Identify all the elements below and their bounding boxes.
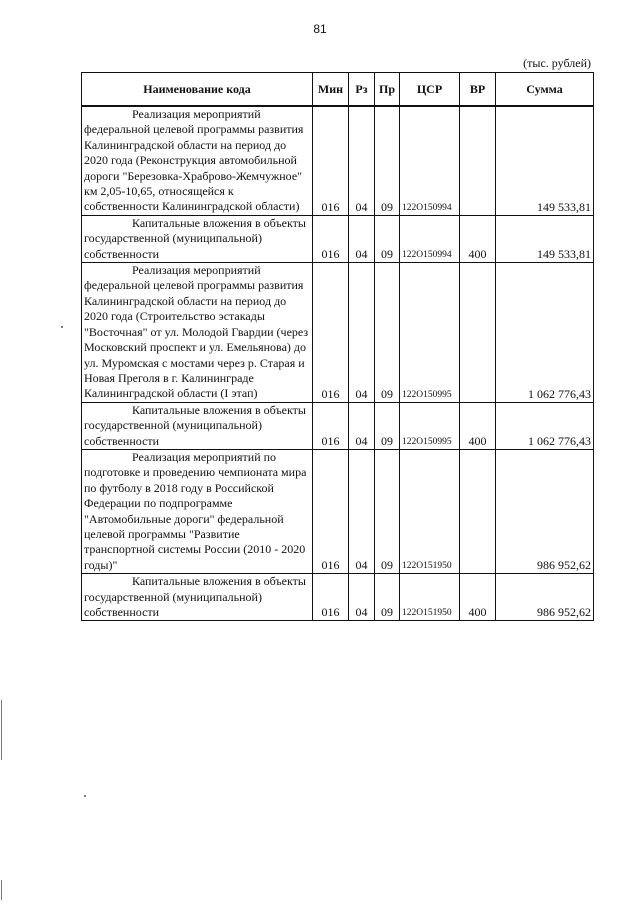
row-sum-cell: 1 062 776,43 xyxy=(496,263,594,403)
table-row xyxy=(82,402,594,449)
units-note: (тыс. рублей) xyxy=(523,56,591,70)
header-row xyxy=(82,73,594,107)
row-min-cell: 016 xyxy=(313,106,349,215)
row-name-cell xyxy=(82,402,313,449)
row-pr-cell: 09 xyxy=(375,106,400,215)
row-sum-cell: 986 952,62 xyxy=(496,574,594,621)
header-rz: Рз xyxy=(349,73,375,107)
row-vr-cell: 400 xyxy=(460,215,496,262)
row-pr-cell: 09 xyxy=(375,263,400,403)
scan-speck xyxy=(61,326,63,328)
scan-edge-mark xyxy=(1,700,2,760)
row-name-cell xyxy=(82,574,313,621)
header-pr: Пр xyxy=(375,73,400,107)
row-name-text: Капитальные вложения в объекты государственной (муниципальной) собственности xyxy=(84,215,306,261)
row-pr-cell: 09 xyxy=(375,449,400,573)
row-pr-cell: 09 xyxy=(375,402,400,449)
row-rz-cell: 04 xyxy=(349,106,375,215)
row-csr-cell: 122O151950 xyxy=(400,574,460,621)
row-vr-cell: 400 xyxy=(460,574,496,621)
table-header xyxy=(82,73,594,107)
row-pr-cell: 09 xyxy=(375,215,400,262)
row-rz-cell: 04 xyxy=(349,449,375,573)
row-csr-cell: 122O150995 xyxy=(400,263,460,403)
row-csr-cell: 122O151950 xyxy=(400,449,460,573)
row-csr-cell: 122O150994 xyxy=(400,215,460,262)
row-name-text: Реализация мероприятий федеральной целевой программы развития Калининградской области на период до 2020 года (Строительство эстакады "Восточная" от ул. Молодой Гвардии (через Московский проспект и ул. Емельянова) до ул. Муромская с мостами через р. Старая и Новая Преголя в г. Калининграде Калининградской области (I этап) xyxy=(84,263,309,401)
row-rz-cell: 04 xyxy=(349,263,375,403)
header-sum: Сумма xyxy=(496,73,594,107)
row-sum-cell: 1 062 776,43 xyxy=(496,402,594,449)
row-rz-cell: 04 xyxy=(349,402,375,449)
page-number: 81 xyxy=(313,22,327,36)
row-min-cell: 016 xyxy=(313,402,349,449)
header-name: Наименование кода xyxy=(82,73,313,107)
row-name-text: Реализация мероприятий по подготовке и проведению чемпионата мира по футболу в 2018 году в Российской Федерации по подпрограмме "Автомобильные дороги" федеральной целевой программы "Развитие транспортной системы России (2010 - 2020 годы)" xyxy=(84,449,307,572)
row-name-text: Капитальные вложения в объекты государственной (муниципальной) собственности xyxy=(84,574,306,619)
row-min-cell: 016 xyxy=(313,263,349,403)
scan-speck xyxy=(84,795,86,797)
row-pr-cell: 09 xyxy=(375,574,400,621)
row-sum-cell: 149 533,81 xyxy=(496,106,594,215)
row-sum-cell: 149 533,81 xyxy=(496,215,594,262)
row-min-cell: 016 xyxy=(313,449,349,573)
table-row xyxy=(82,574,594,621)
header-min: Мин xyxy=(313,73,349,107)
row-csr-cell: 122O150995 xyxy=(400,402,460,449)
row-vr-cell xyxy=(460,106,496,215)
row-vr-cell xyxy=(460,263,496,403)
row-name-cell xyxy=(82,263,313,403)
header-csr: ЦСР xyxy=(400,73,460,107)
row-name-text: Реализация мероприятий федеральной целевой программы развития Калининградской области на период до 2020 года (Реконструкция автомобильной дороги "Березовка-Храброво-Жемчужное" км 2,05-10,65, относящейся к собственности Калининградской области) xyxy=(84,107,304,214)
table-body xyxy=(82,106,594,621)
table-row xyxy=(82,449,594,573)
row-csr-cell: 122O150994 xyxy=(400,106,460,215)
row-rz-cell: 04 xyxy=(349,574,375,621)
row-vr-cell xyxy=(460,449,496,573)
budget-table xyxy=(81,72,594,621)
row-name-cell xyxy=(82,106,313,215)
row-name-text: Капитальные вложения в объекты государственной (муниципальной) собственности xyxy=(84,402,306,448)
row-min-cell: 016 xyxy=(313,574,349,621)
row-rz-cell: 04 xyxy=(349,215,375,262)
scan-edge-mark xyxy=(1,880,2,900)
table-row xyxy=(82,215,594,262)
row-name-cell xyxy=(82,449,313,573)
row-name-cell xyxy=(82,215,313,262)
table-row xyxy=(82,263,594,403)
table-row xyxy=(82,106,594,215)
row-min-cell: 016 xyxy=(313,215,349,262)
row-sum-cell: 986 952,62 xyxy=(496,449,594,573)
row-vr-cell: 400 xyxy=(460,402,496,449)
header-vr: ВР xyxy=(460,73,496,107)
